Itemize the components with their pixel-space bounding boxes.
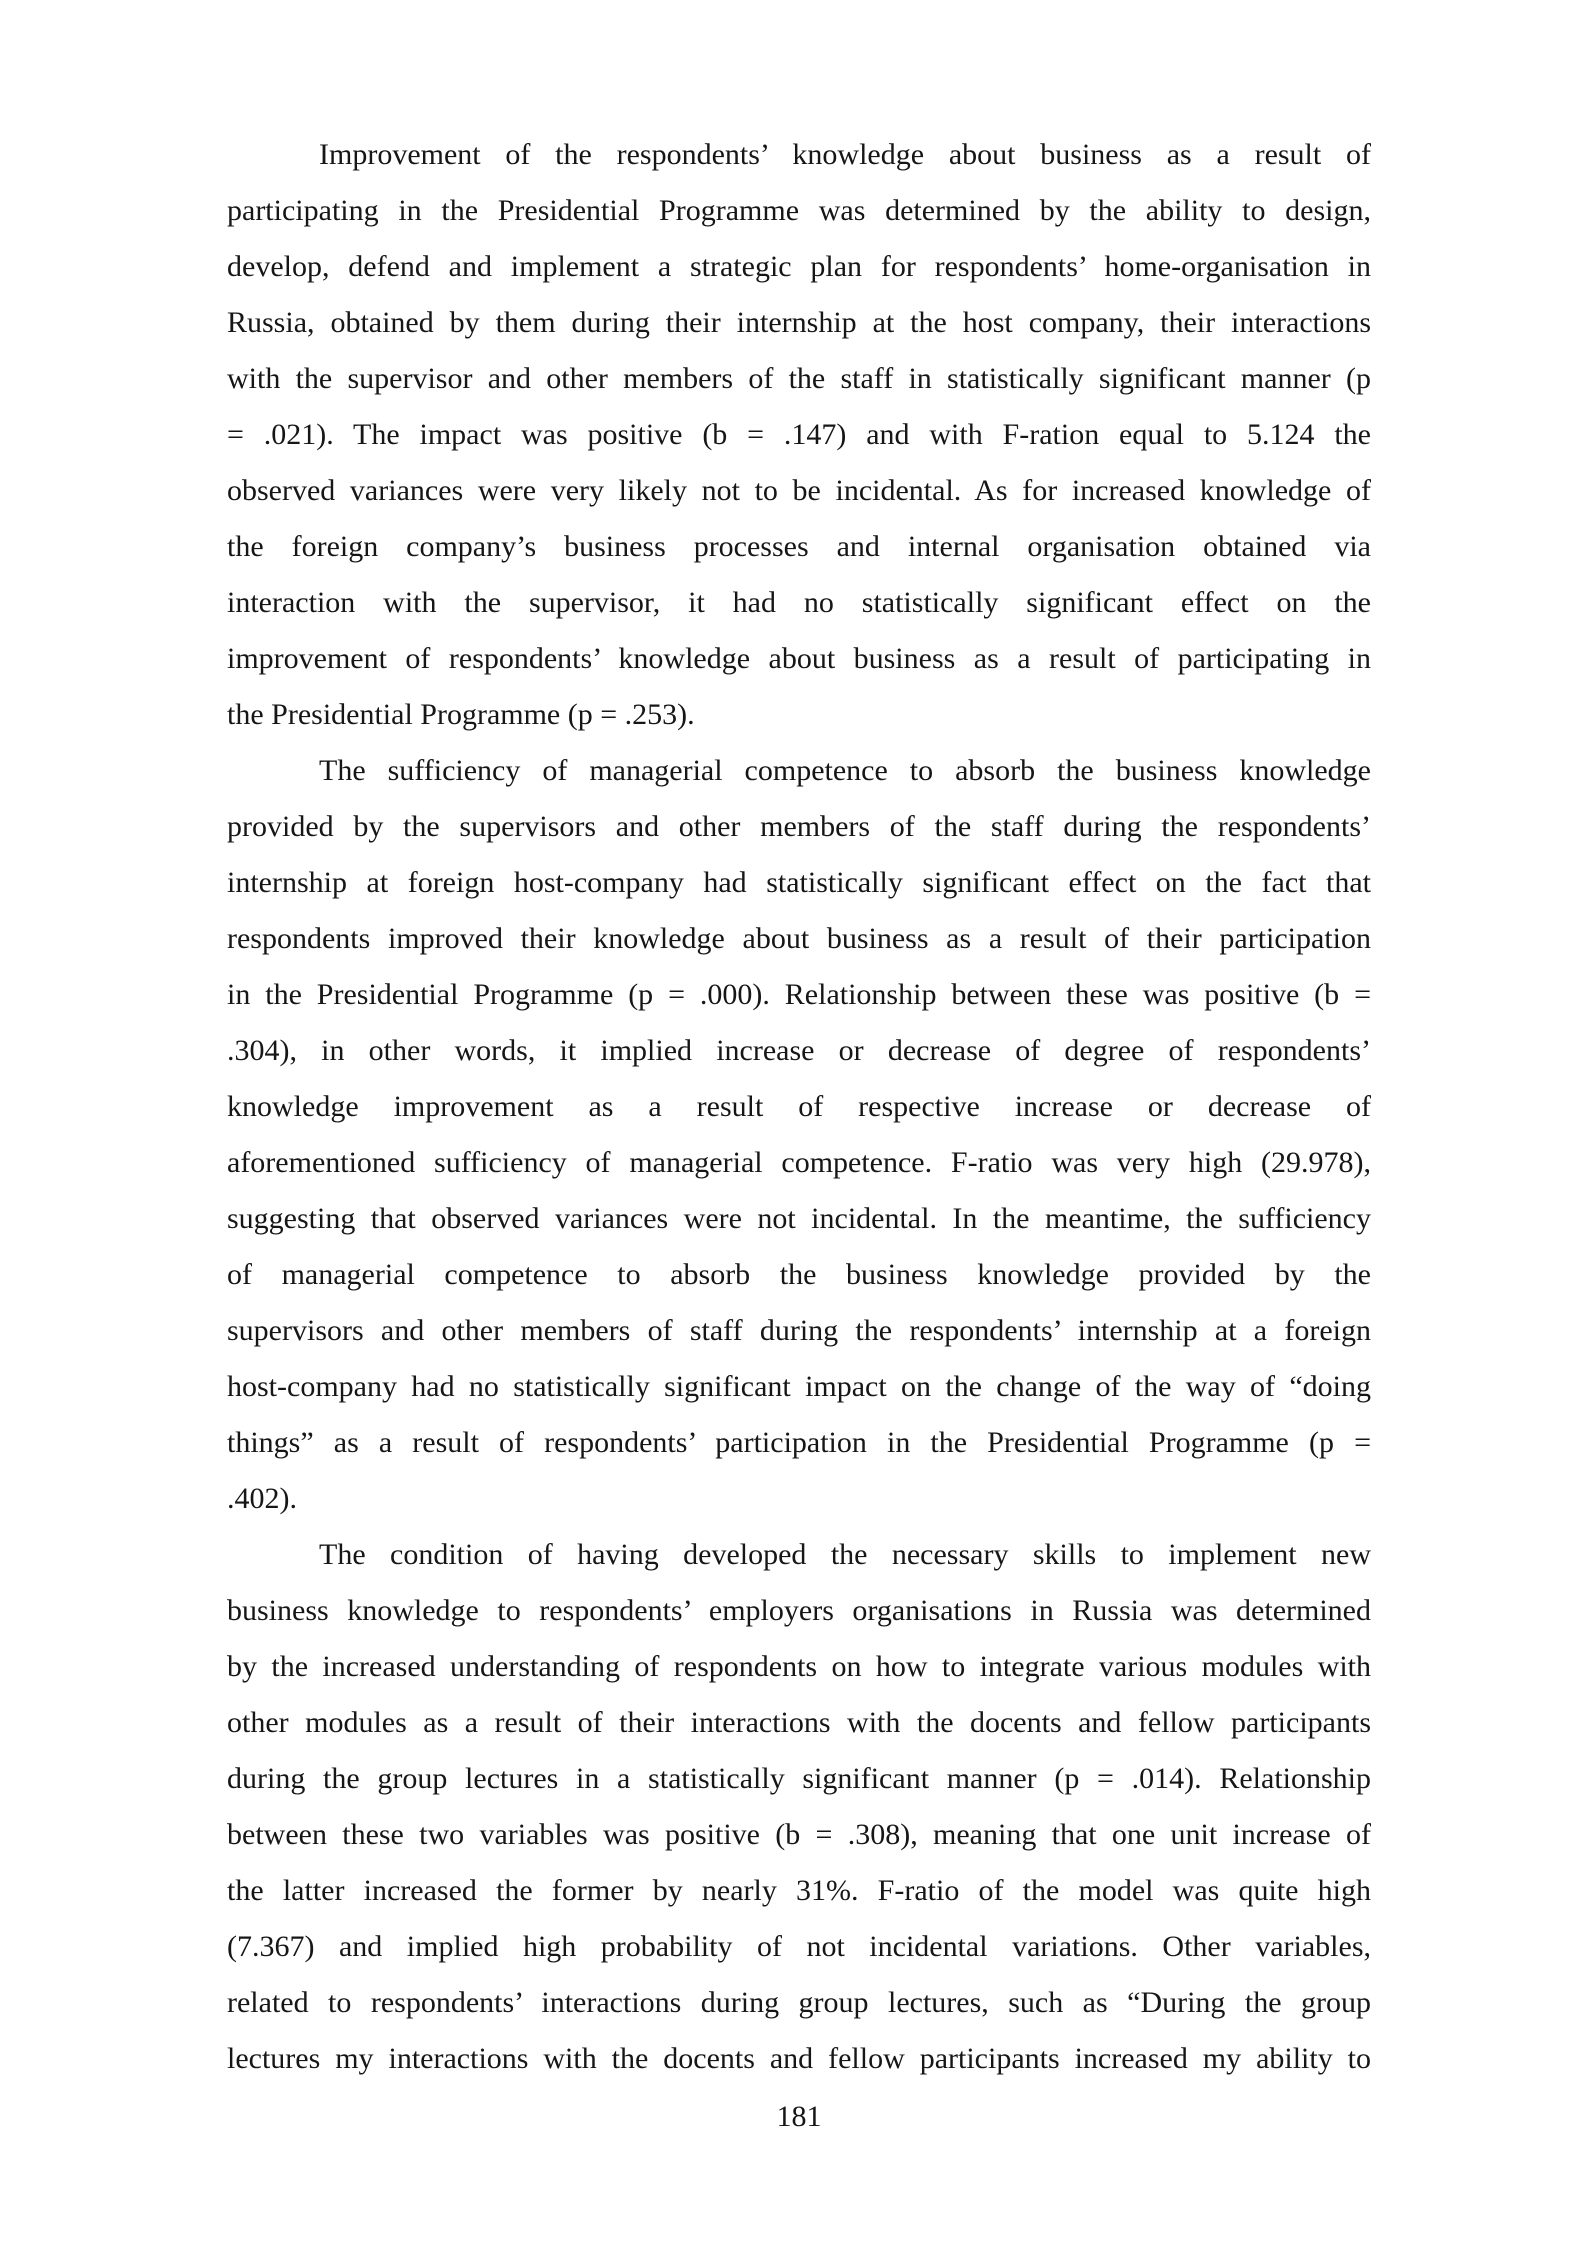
text-line: improvement of respondents’ knowledge about business as a result of participating in: [227, 642, 1371, 675]
text-line: of managerial competence to absorb the business knowledge provided by the: [227, 1258, 1371, 1291]
text-line: lectures my interactions with the docents and fellow participants increased my ability to: [227, 2042, 1371, 2075]
text-line: interaction with the supervisor, it had no statistically significant effect on the: [227, 586, 1371, 619]
text-line: supervisors and other members of staff during the respondents’ internship at a foreign: [227, 1314, 1371, 1347]
text-line: participating in the Presidential Programme was determined by the ability to design,: [227, 194, 1371, 227]
text-line: aforementioned sufficiency of managerial competence. F-ratio was very high (29.978),: [227, 1146, 1371, 1179]
text-line: .304), in other words, it implied increase or decrease of degree of respondents’: [227, 1034, 1371, 1067]
text-line: .402).: [227, 1482, 297, 1515]
text-line: the latter increased the former by nearly 31%. F-ratio of the model was quite high: [227, 1874, 1371, 1907]
text-line: related to respondents’ interactions during group lectures, such as “During the group: [227, 1986, 1371, 2019]
text-line: by the increased understanding of respondents on how to integrate various modules with: [227, 1650, 1371, 1683]
text-line: internship at foreign host-company had statistically significant effect on the fact that: [227, 866, 1371, 899]
text-line: respondents improved their knowledge about business as a result of their participation: [227, 922, 1371, 955]
text-line: (7.367) and implied high probability of not incidental variations. Other variables,: [227, 1930, 1371, 1963]
text-line: in the Presidential Programme (p = .000). Relationship between these was positive (b =: [227, 978, 1371, 1011]
text-line: knowledge improvement as a result of respective increase or decrease of: [227, 1090, 1371, 1123]
text-line: during the group lectures in a statistically significant manner (p = .014). Relationship: [227, 1762, 1371, 1795]
paragraph: [227, 127, 1371, 743]
page-number: 181: [776, 2100, 822, 2133]
body-text: [227, 127, 1371, 2087]
text-line: observed variances were very likely not to be incidental. As for increased knowledge of: [227, 474, 1371, 507]
text-line: the Presidential Programme (p = .253).: [227, 698, 695, 731]
paragraph: [227, 743, 1371, 1527]
text-line: The sufficiency of managerial competence to absorb the business knowledge: [319, 754, 1371, 787]
text-line: = .021). The impact was positive (b = .147) and with F-ration equal to 5.124 the: [227, 418, 1371, 451]
text-line: other modules as a result of their interactions with the docents and fellow participants: [227, 1706, 1371, 1739]
text-line: Improvement of the respondents’ knowledge about business as a result of: [319, 138, 1371, 171]
paragraph: [227, 1527, 1371, 2087]
text-line: with the supervisor and other members of the staff in statistically significant manner (p: [227, 362, 1371, 395]
text-line: things” as a result of respondents’ participation in the Presidential Programme (p =: [227, 1426, 1371, 1459]
text-line: provided by the supervisors and other members of the staff during the respondents’: [227, 810, 1371, 843]
text-line: suggesting that observed variances were not incidental. In the meantime, the sufficiency: [227, 1202, 1371, 1235]
text-line: develop, defend and implement a strategic plan for respondents’ home-organisation in: [227, 250, 1371, 283]
text-line: between these two variables was positive (b = .308), meaning that one unit increase of: [227, 1818, 1371, 1851]
text-line: the foreign company’s business processes and internal organisation obtained via: [227, 530, 1371, 563]
text-line: business knowledge to respondents’ employers organisations in Russia was determined: [227, 1594, 1371, 1627]
text-line: The condition of having developed the necessary skills to implement new: [319, 1538, 1371, 1571]
text-line: Russia, obtained by them during their internship at the host company, their interactions: [227, 306, 1371, 339]
text-line: host-company had no statistically significant impact on the change of the way of “doing: [227, 1370, 1371, 1403]
